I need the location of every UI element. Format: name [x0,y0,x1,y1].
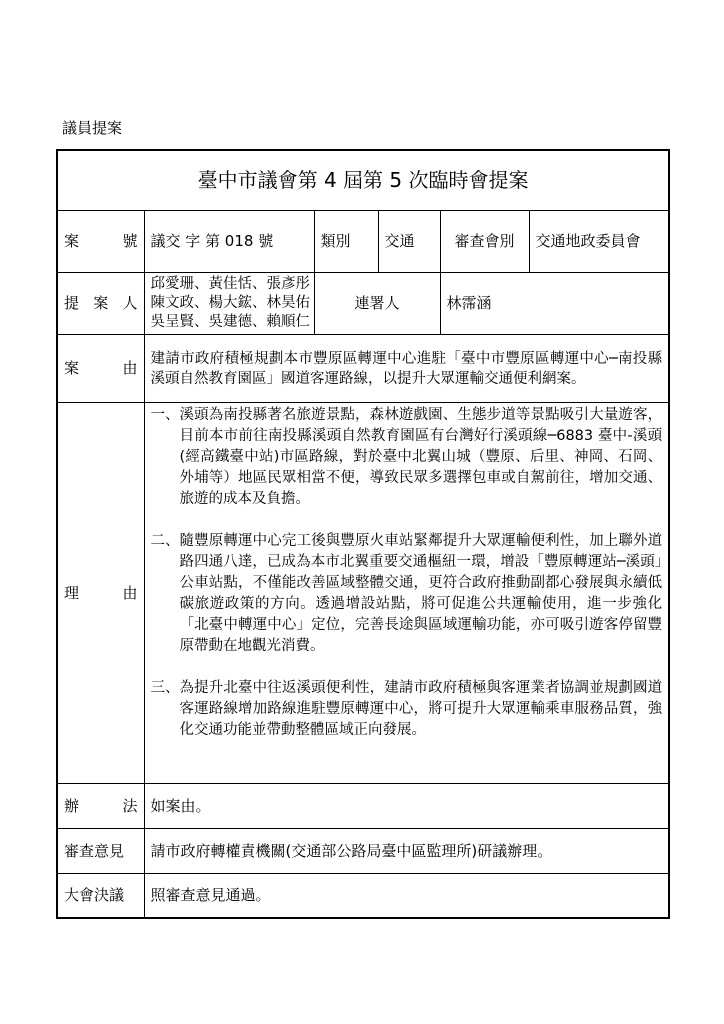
review-opinion-label: 審查意見 [57,829,144,874]
subject-text: 建請市政府積極規劃本市豐原區轉運中心進駐「臺中市豐原區轉運中心─南投縣溪頭自然教育園區」國道客運路線，以提升大眾運輸交通便利網案。 [144,335,669,403]
subject-row [57,335,669,403]
category-value: 交通 [378,211,440,273]
proposers-line: 邱愛珊、黃佳恬、張彥彤 [150,276,310,292]
review-opinion-text: 請市政府轉權責機關(交通部公路局臺中區監理所)研議辦理。 [144,829,669,874]
document-type-label: 議員提案 [62,119,123,137]
proposal-title: 臺中市議會第 4 屆第 5 次臨時會提案 [57,150,669,211]
committee-label: 審查會別 [440,211,529,273]
reasons-label: 理 由 [57,403,144,784]
proposers-line: 陳文政、楊大鋐、林昊佑 [150,295,310,311]
reason-number: 一、 [150,407,180,423]
method-row [57,784,669,829]
case-number-value: 議交 字 第 018 號 [144,211,314,273]
proposers-row [57,273,669,335]
resolution-row [57,874,669,918]
reason-text: 溪頭為南投縣著名旅遊景點，森林遊戲園、生態步道等景點吸引大量遊客，目前本市前往南投縣溪頭自然教育園區有台灣好行溪頭線─6883 臺中-溪頭(經高鐵臺中站)市區路線，對於臺中北翼山城（豐原、后里、神岡、石岡、外埔等）地區民眾相當不便，導致民眾多選擇包車或自駕前往，增加交通、旅遊的成本及負擔。 [179,407,663,507]
subject-label: 案 由 [57,335,144,403]
committee-value: 交通地政委員會 [529,211,669,273]
method-text: 如案由。 [144,784,669,829]
proposers-list [144,273,314,335]
resolution-text: 照審查意見通過。 [144,874,669,918]
proposers-line: 吳呈賢、吳建德、賴順仁 [150,314,310,330]
review-opinion-row [57,829,669,874]
method-label: 辦 法 [57,784,144,829]
reasons-content [144,403,669,784]
title-row [57,150,669,211]
proposal-form-table [56,149,670,919]
case-number-row [57,211,669,273]
reason-text: 為提升北臺中往返溪頭便利性，建請市政府積極與客運業者協調並規劃國道客運路線增加路線進駐豐原轉運中心，將可提升大眾運輸乘車服務品質，強化交通功能並帶動整體區域正向發展。 [179,680,663,738]
reason-item [151,531,663,657]
reason-number: 三、 [150,680,180,696]
reason-item [151,405,663,510]
reason-text: 隨豐原轉運中心完工後與豐原火車站緊鄰提升大眾運輸便利性，加上聯外道路四通八達，已成為本市北翼重要交通樞紐一環，增設「豐原轉運站─溪頭」公車站點，不僅能改善區域整體交通，更符合政府推動副都心發展與永續低碳旅遊政策的方向。透過增設站點，將可促進公共運輸使用，進一步強化「北臺中轉運中心」定位，完善長途與區域運輸功能，亦可吸引遊客停留豐原帶動在地觀光消費。 [179,533,663,654]
cosigner-label: 連署人 [314,273,440,335]
case-number-label: 案 號 [57,211,144,273]
reasons-row [57,403,669,784]
reason-number: 二、 [150,533,180,549]
cosigner-value: 林霈涵 [440,273,669,335]
resolution-label: 大會決議 [57,874,144,918]
category-label: 類別 [314,211,378,273]
proposers-label: 提 案 人 [57,273,144,335]
reason-item [151,678,663,741]
